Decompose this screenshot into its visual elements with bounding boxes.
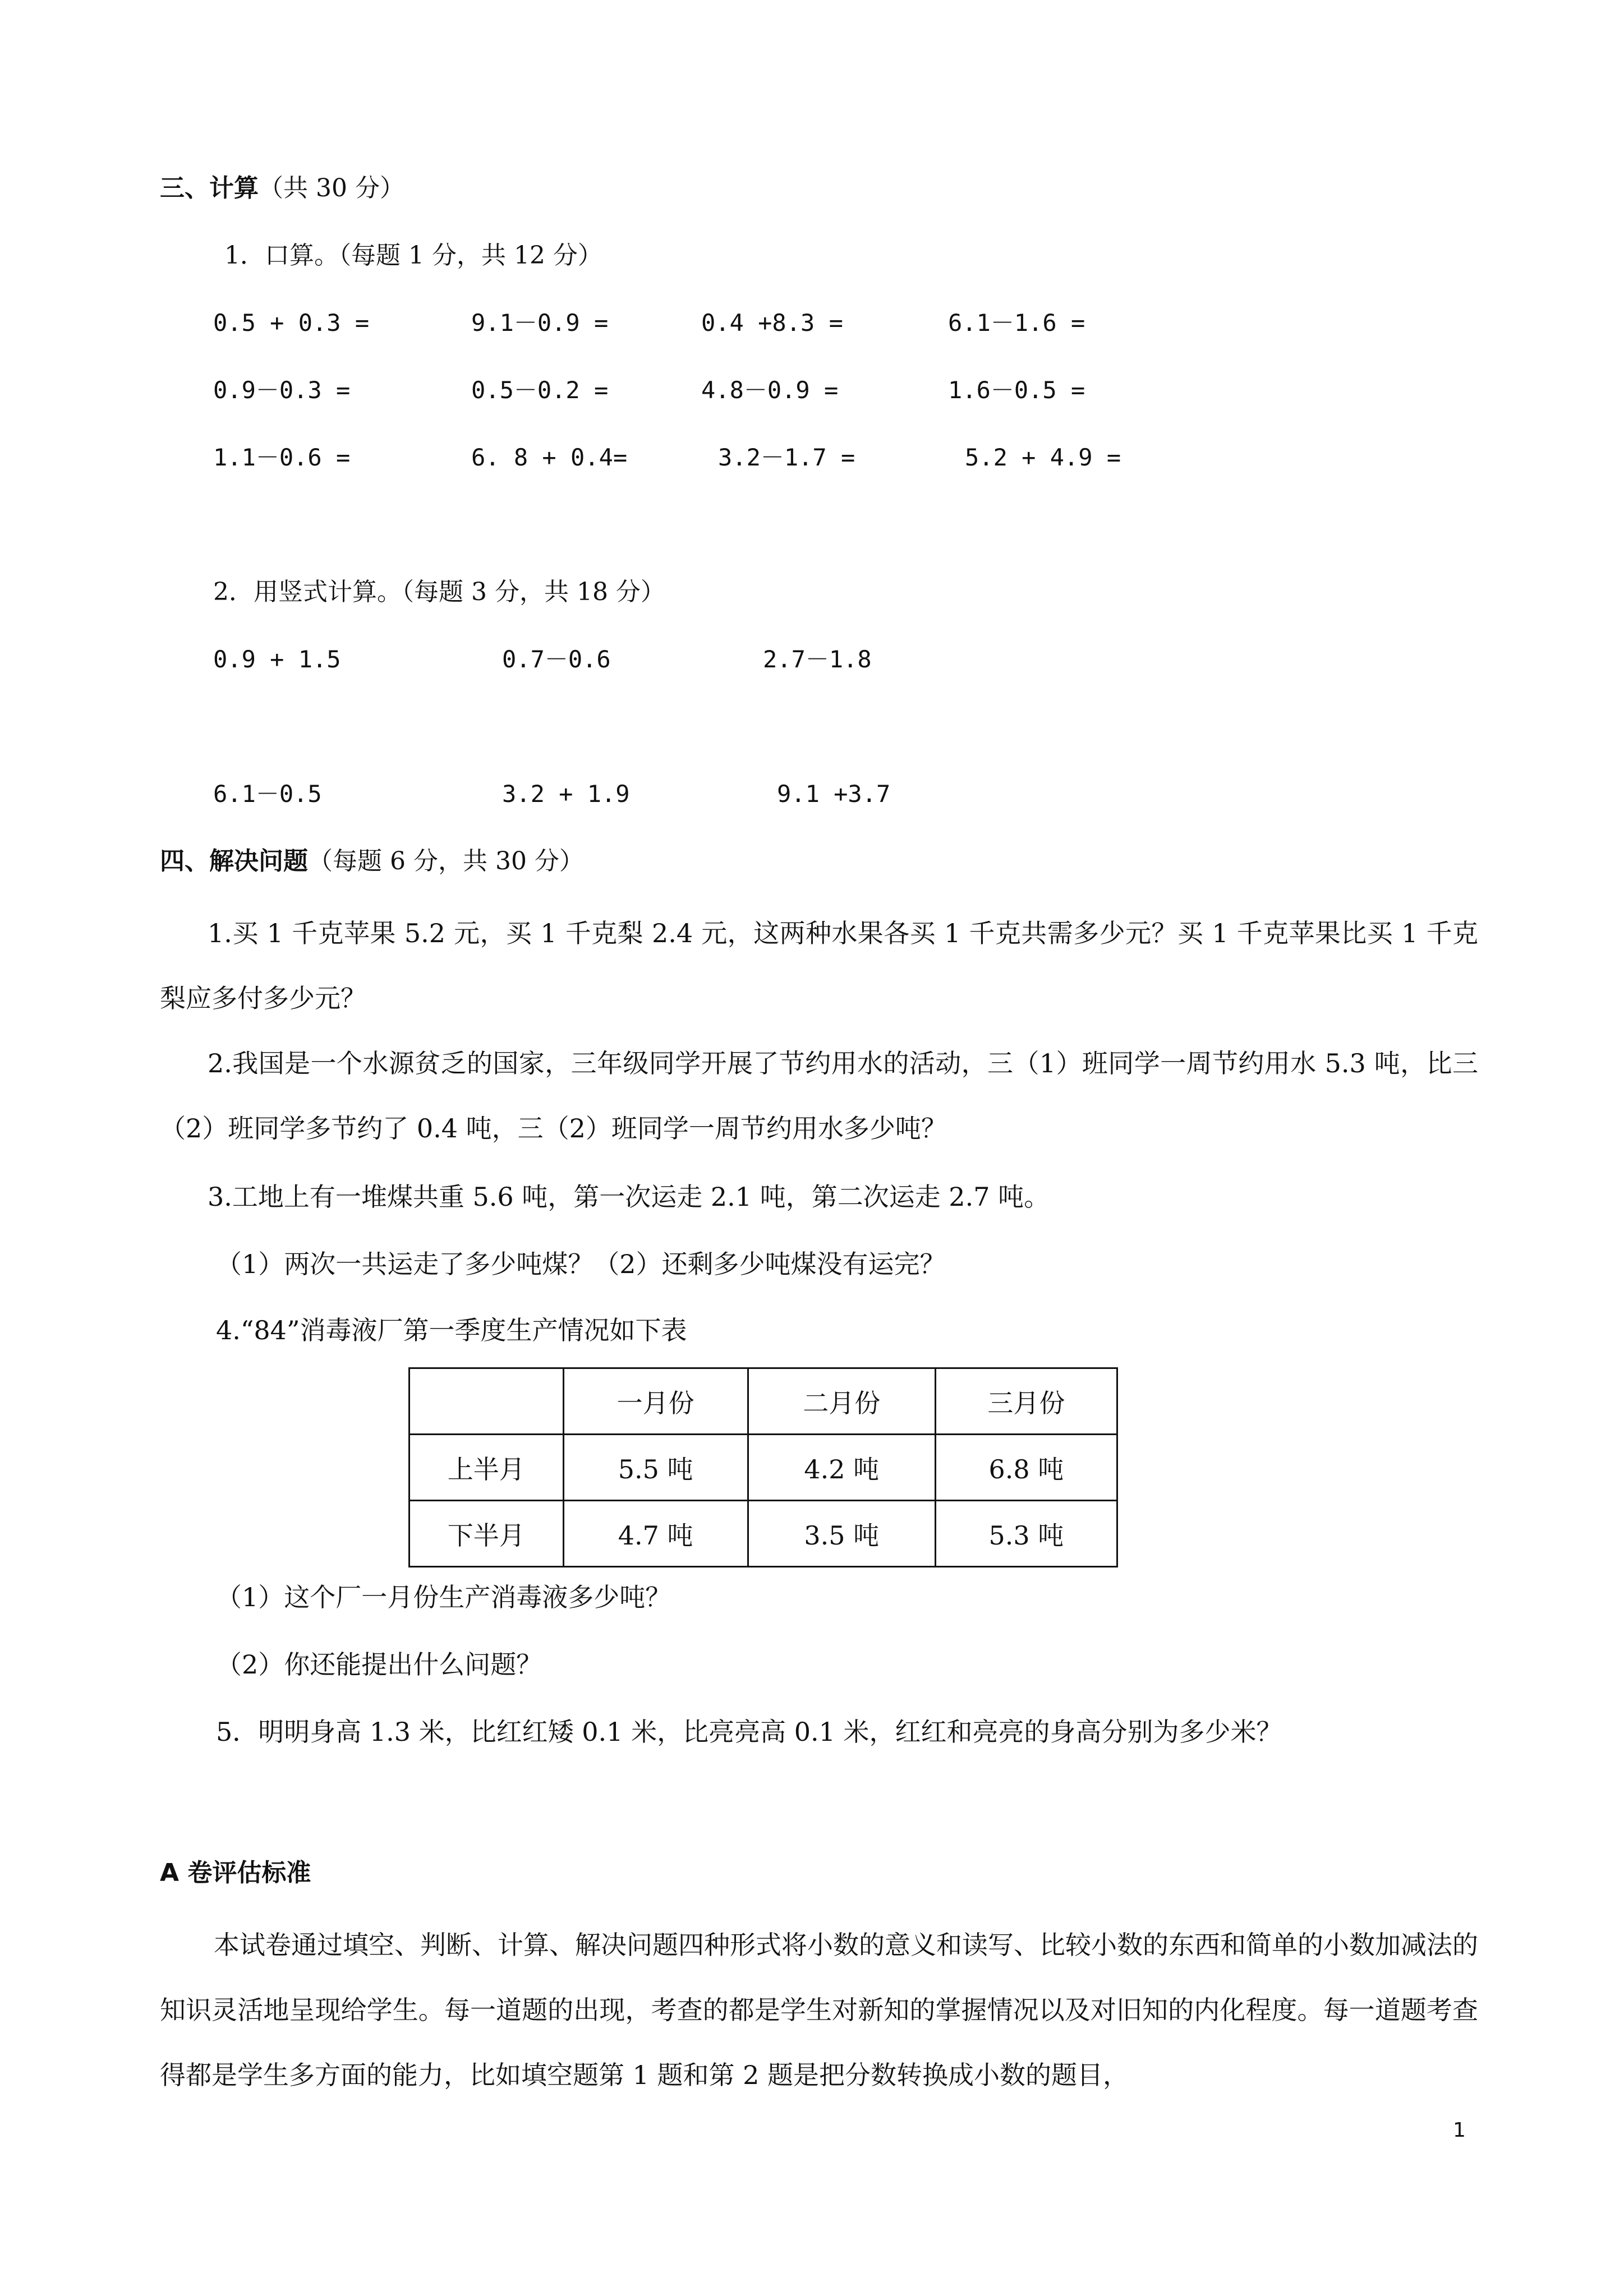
vertical-calc-item: 0.7－0.6 <box>502 646 611 673</box>
problem-3: 3.工地上有一堆煤共重 5.6 吨，第一次运走 2.1 吨，第二次运走 2.7 吨。 <box>208 1182 1050 1212</box>
problem-3-sub: （1）两次一共运走了多少吨煤？（2）还剩多少吨煤没有运完？ <box>216 1249 946 1279</box>
table-cell: 下半月 <box>410 1501 564 1567</box>
table-cell: 4.2 吨 <box>748 1435 935 1501</box>
table-cell <box>410 1368 564 1435</box>
oral-calc-item: 3.2－1.7 = <box>718 444 855 471</box>
table-cell: 5.3 吨 <box>935 1501 1117 1567</box>
table-cell: 二月份 <box>748 1368 935 1435</box>
table-cell: 3.5 吨 <box>748 1501 935 1567</box>
table-cell: 6.8 吨 <box>935 1435 1117 1501</box>
production-table <box>408 1367 1118 1567</box>
oral-calc-item: 1.1－0.6 = <box>213 444 351 471</box>
oral-calc-item: 0.4 +8.3 = <box>701 309 843 336</box>
oral-calc-item: 0.5－0.2 = <box>471 376 609 404</box>
vertical-calc-item: 2.7－1.8 <box>763 646 872 673</box>
section4-title: 四、解决问题 <box>160 847 308 875</box>
oral-calc-item: 9.1－0.9 = <box>471 309 609 336</box>
table-cell: 一月份 <box>563 1368 748 1435</box>
oral-calc-item: 1.6－0.5 = <box>948 376 1085 404</box>
section4-score: （每题 6 分，共 30 分） <box>308 847 584 875</box>
q1-label: 1．口算。（每题 1 分，共 12 分） <box>224 241 602 270</box>
evaluation-title: A 卷评估标准 <box>160 1859 311 1887</box>
section3-score: （共 30 分） <box>259 174 404 202</box>
oral-calc-item: 6. 8 + 0.4= <box>471 444 628 471</box>
problem-4-question-2: （2）你还能提出什么问题？ <box>216 1649 542 1680</box>
oral-calc-item: 0.5 + 0.3 = <box>213 309 370 336</box>
table-row <box>410 1435 1117 1501</box>
vertical-calc-item: 0.9 + 1.5 <box>213 646 341 673</box>
table-cell: 5.5 吨 <box>563 1435 748 1501</box>
page-number: 1 <box>1453 2119 1466 2142</box>
problem-1: 1.买 1 千克苹果 5.2 元，买 1 千克梨 2.4 元，这两种水果各买 1 千克共需多少元？买 1 千克苹果比买 1 千克梨应多付多少元？ <box>160 918 1478 1013</box>
oral-calc-item: 4.8－0.9 = <box>701 376 839 404</box>
table-row <box>410 1501 1117 1567</box>
problem-5: 5．明明身高 1.3 米，比红红矮 0.1 米，比亮亮高 0.1 米，红红和亮亮的身高分别为多少米？ <box>216 1717 1282 1747</box>
vertical-calc-item: 6.1－0.5 <box>213 780 322 808</box>
problem-4: 4.“84”消毒液厂第一季度生产情况如下表 <box>216 1315 687 1345</box>
table-cell: 4.7 吨 <box>563 1501 748 1567</box>
problem-4-question-1: （1）这个厂一月份生产消毒液多少吨？ <box>216 1582 671 1612</box>
oral-calc-item: 0.9－0.3 = <box>213 376 351 404</box>
table-header-row <box>410 1368 1117 1435</box>
q2-label: 2．用竖式计算。（每题 3 分，共 18 分） <box>213 578 665 606</box>
problem-2: 2.我国是一个水源贫乏的国家，三年级同学开展了节约用水的活动，三（1）班同学一周节约用水 5.3 吨，比三（2）班同学多节约了 0.4 吨，三（2）班同学一周节约用水多少吨？ <box>160 1048 1478 1144</box>
vertical-calc-item: 9.1 +3.7 <box>777 780 891 808</box>
section4-heading <box>160 845 584 878</box>
table-cell: 上半月 <box>410 1435 564 1501</box>
evaluation-text: 本试卷通过填空、判断、计算、解决问题四种形式将小数的意义和读写、比较小数的东西和简单的小数加减法的知识灵活地呈现给学生。每一道题的出现，考查的都是学生对新知的掌握情况以及对旧知的内化程度。每一道题考查得都是学生多方面的能力，比如填空题第 1 题和第 2 题是把分数转换成小数的题目， <box>160 1930 1478 2090</box>
vertical-calc-item: 3.2 + 1.9 <box>502 780 630 808</box>
section3-heading <box>160 172 404 205</box>
oral-calc-item: 6.1－1.6 = <box>948 309 1085 336</box>
oral-calc-item: 5.2 + 4.9 = <box>965 444 1121 471</box>
table-cell: 三月份 <box>935 1368 1117 1435</box>
section3-title: 三、计算 <box>160 174 259 202</box>
